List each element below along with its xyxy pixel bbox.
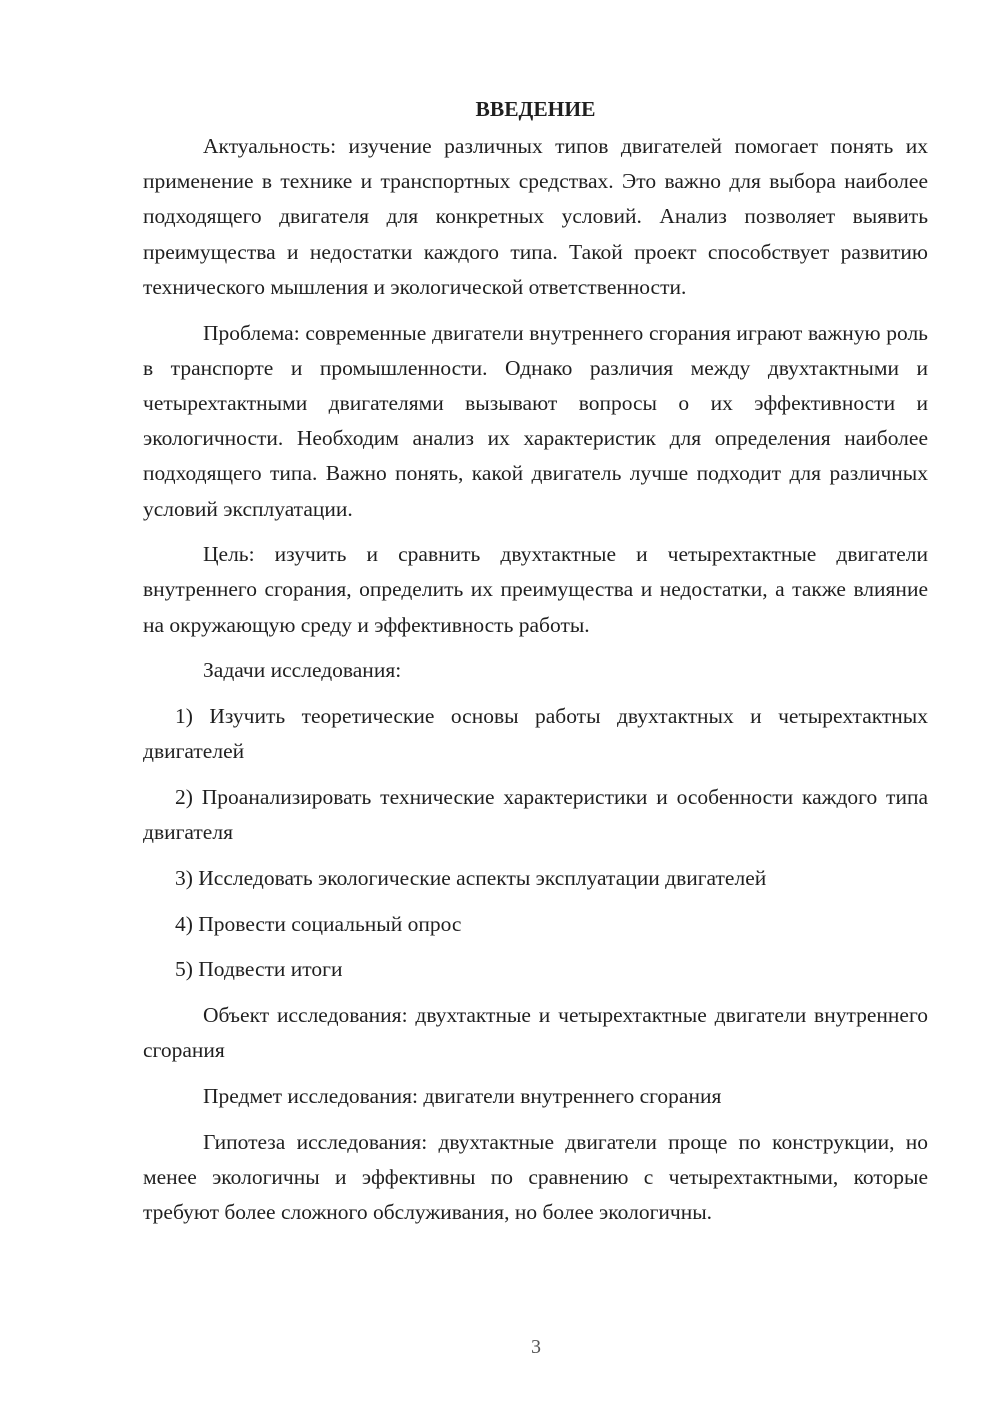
tasks-heading: Задачи исследования: <box>203 658 402 683</box>
subject-paragraph: Предмет исследования: двигатели внутреннего сгорания <box>203 1083 722 1108</box>
goal-paragraph: Цель: изучить и сравнить двухтактные и четырехтактные двигатели внутреннего сгорания, определить их преимущества и недостатки, а также влияние на окружающую среду и эффективность работы. <box>143 542 928 637</box>
document-page <box>143 92 928 1241</box>
task-item-2: 2) Проанализировать технические характеристики и особенности каждого типа двигателя <box>143 784 928 845</box>
hypothesis-paragraph: Гипотеза исследования: двухтактные двигатели проще по конструкции, но менее экологичны и эффективны по сравнению с четырехтактными, которые требуют более сложного обслуживания, но более экологичны. <box>143 1129 928 1224</box>
page-number: 3 <box>531 1336 541 1358</box>
object-paragraph: Объект исследования: двухтактные и четырехтактные двигатели внутреннего сгорания <box>143 1002 928 1063</box>
problem-paragraph: Проблема: современные двигатели внутреннего сгорания играют важную роль в транспорте и промышленности. Однако различия между двухтактными и четырехтактными двигателями вызывают вопросы о их эффективности и экологичности. Необходим анализ их характеристик для определения наиболее подходящего типа. Важно понять, какой двигатель лучше подходит для различных условий эксплуатации. <box>143 320 928 521</box>
task-item-5: 5) Подвести итоги <box>175 957 343 982</box>
task-item-1: 1) Изучить теоретические основы работы двухтактных и четырехтактных двигателей <box>143 704 928 764</box>
task-item-4: 4) Провести социальный опрос <box>175 911 462 936</box>
task-item-3: 3) Исследовать экологические аспекты эксплуатации двигателей <box>175 865 767 890</box>
page-title: ВВЕДЕНИЕ <box>475 97 596 121</box>
relevance-paragraph: Актуальность: изучение различных типов двигателей помогает понять их применение в технике и транспортных средствах. Это важно для выбора наиболее подходящего двигателя для конкретных условий. Анализ позволяет выявить преимущества и недостатки каждого типа. Такой проект способствует развитию технического мышления и экологической ответственности. <box>143 134 928 299</box>
